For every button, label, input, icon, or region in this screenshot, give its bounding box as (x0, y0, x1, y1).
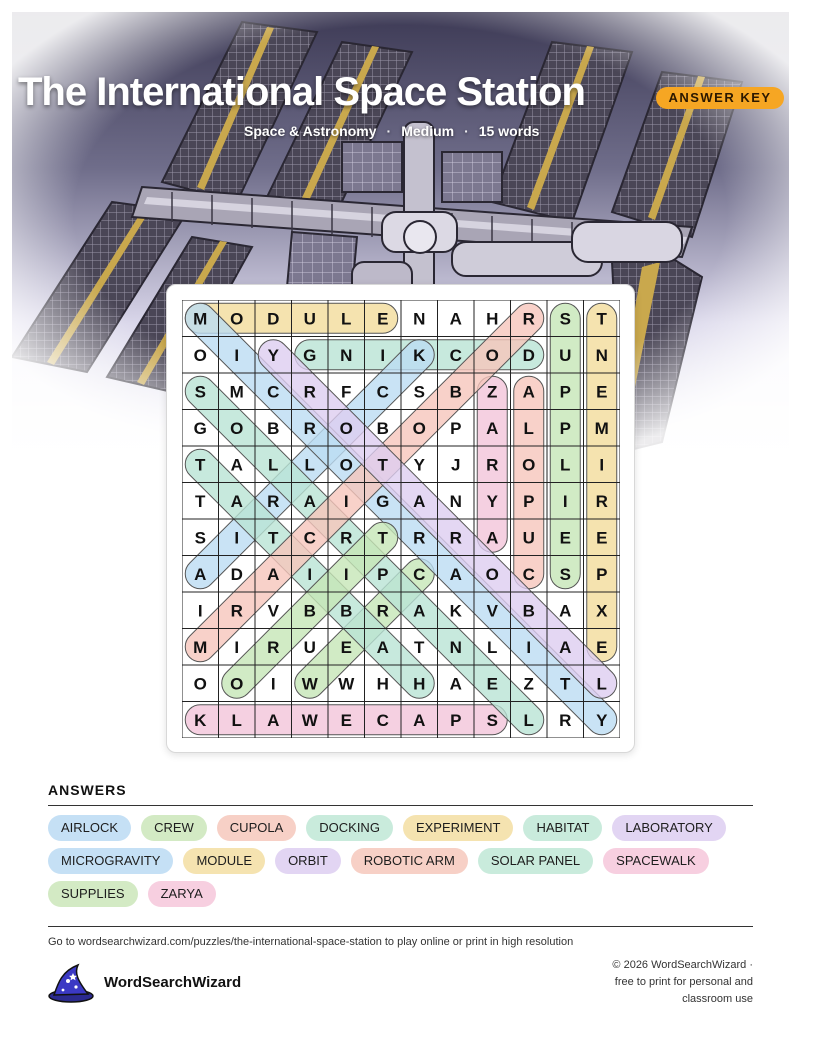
answer-chip: LABORATORY (612, 815, 725, 841)
difficulty-label: Medium (401, 123, 455, 139)
grid-letter: A (267, 710, 280, 730)
answer-chip: CREW (141, 815, 207, 841)
grid-letter: C (413, 564, 426, 584)
word-count-label: 15 words (478, 123, 540, 139)
grid-letter: W (301, 674, 318, 694)
grid-letter: V (486, 601, 498, 621)
grid-letter: E (340, 637, 352, 657)
grid-letter: G (303, 345, 317, 365)
grid-letter: Y (267, 345, 279, 365)
grid-letter: P (596, 564, 608, 584)
copyright-line: © 2026 WordSearchWizard · (612, 959, 753, 971)
grid-letter: R (559, 710, 572, 730)
grid-letter: N (413, 309, 426, 329)
grid-letter: M (229, 382, 244, 402)
grid-letter: E (596, 382, 608, 402)
grid-letter: S (194, 528, 206, 548)
grid-letter: Z (487, 382, 498, 402)
answer-chip: AIRLOCK (48, 815, 131, 841)
grid-letter: Z (523, 674, 534, 694)
copyright-line: classroom use (682, 993, 753, 1005)
grid-letter: C (449, 345, 462, 365)
answer-chip: HABITAT (523, 815, 602, 841)
category-label: Space & Astronomy (244, 123, 377, 139)
grid-letter: P (377, 564, 389, 584)
grid-letter: U (303, 637, 316, 657)
grid-letter: J (451, 455, 461, 475)
grid-letter: C (267, 382, 280, 402)
answer-chip: DOCKING (306, 815, 393, 841)
grid-letter: T (414, 637, 425, 657)
grid-letter: A (486, 528, 499, 548)
grid-letter: I (562, 491, 568, 511)
grid-letter: F (341, 382, 352, 402)
grid-letter: Y (486, 491, 498, 511)
answer-chip: ZARYA (148, 881, 216, 907)
grid-letter: R (486, 455, 499, 475)
grid-letter: I (234, 528, 240, 548)
grid-letter: C (376, 710, 389, 730)
grid-letter: O (339, 455, 353, 475)
grid-letter: C (376, 382, 389, 402)
grid-letter: M (193, 309, 208, 329)
play-online-note: Go to wordsearchwizard.com/puzzles/the-international-space-station to play online or print in high resolution (48, 936, 574, 948)
grid-letter: N (449, 491, 462, 511)
grid-letter: O (230, 309, 244, 329)
grid-letter: R (595, 491, 608, 511)
answer-chip: ORBIT (275, 848, 341, 874)
grid-letter: T (596, 309, 607, 329)
grid-letter: S (559, 564, 571, 584)
grid-letter: U (303, 309, 316, 329)
answer-list (48, 815, 753, 907)
grid-letter: R (267, 491, 280, 511)
answers-divider (48, 805, 753, 806)
grid-letter: L (341, 309, 352, 329)
grid-letter: O (230, 418, 244, 438)
grid-letter: N (449, 637, 462, 657)
grid-letter: E (340, 710, 352, 730)
grid-letter: L (523, 710, 534, 730)
grid-letter: L (231, 710, 242, 730)
grid-letter: K (194, 710, 207, 730)
grid-letter: A (449, 564, 462, 584)
grid-letter: K (449, 601, 462, 621)
grid-letter: R (449, 528, 462, 548)
grid-letter: D (230, 564, 243, 584)
grid-letter: G (193, 418, 207, 438)
grid-letter: S (559, 309, 571, 329)
grid-letter: O (485, 345, 499, 365)
grid-letter: R (413, 528, 426, 548)
grid-letter: B (267, 418, 280, 438)
grid-letter: A (522, 382, 535, 402)
answer-chip: SUPPLIES (48, 881, 138, 907)
grid-letter: I (343, 564, 349, 584)
grid-letter: A (376, 637, 389, 657)
grid-letter: N (340, 345, 353, 365)
grid-letter: E (596, 637, 608, 657)
grid-letter: B (449, 382, 462, 402)
wizard-hat-icon (48, 963, 94, 1003)
grid-letter: E (559, 528, 571, 548)
grid-letter: A (413, 491, 426, 511)
grid-letter: A (449, 674, 462, 694)
grid-letter: A (413, 601, 426, 621)
grid-letter: P (450, 418, 462, 438)
grid-letter: E (596, 528, 608, 548)
copyright-note (560, 957, 753, 1008)
grid-letter: U (559, 345, 572, 365)
grid-letter: H (486, 309, 499, 329)
grid-letter: W (338, 674, 355, 694)
grid-letter: A (413, 710, 426, 730)
grid-letter: E (377, 309, 389, 329)
grid-letter: T (560, 674, 571, 694)
grid-letter: N (595, 345, 608, 365)
grid-letter: P (523, 491, 535, 511)
grid-letter: T (377, 455, 388, 475)
grid-letter: L (487, 637, 498, 657)
grid-letter: T (195, 455, 206, 475)
grid-letter: P (559, 382, 571, 402)
meta-separator: · (386, 123, 392, 139)
grid-letter: K (413, 345, 426, 365)
grid-letter: L (560, 455, 571, 475)
grid-letter: A (559, 637, 572, 657)
grid-letter: T (268, 528, 279, 548)
grid-letter: A (559, 601, 572, 621)
answer-chip: EXPERIMENT (403, 815, 514, 841)
answer-chip: CUPOLA (217, 815, 296, 841)
grid-letter: I (343, 491, 349, 511)
grid-letter: T (195, 491, 206, 511)
grid-letter: O (193, 345, 207, 365)
grid-letter: R (340, 528, 353, 548)
grid-letter: A (230, 491, 243, 511)
answer-key-badge: ANSWER KEY (656, 87, 784, 109)
grid-letter: U (522, 528, 535, 548)
grid-letter: B (340, 601, 353, 621)
grid-letter: I (380, 345, 386, 365)
grid-letter: D (267, 309, 280, 329)
grid-letter: I (234, 637, 240, 657)
grid-letter: R (267, 637, 280, 657)
grid-letter: O (193, 674, 207, 694)
grid-letter: M (594, 418, 609, 438)
grid-letter: M (193, 637, 208, 657)
grid-letter: B (303, 601, 316, 621)
grid-letter: O (485, 564, 499, 584)
grid-letter: A (449, 309, 462, 329)
grid-letter: S (413, 382, 425, 402)
grid-letter: H (413, 674, 426, 694)
grid-letter: B (522, 601, 535, 621)
meta-separator: · (464, 123, 469, 139)
page-title: The International Space Station (18, 70, 585, 114)
copyright-line: free to print for personal and (614, 976, 753, 988)
grid-letter: C (522, 564, 535, 584)
grid-letter: R (522, 309, 535, 329)
grid-letter: I (270, 674, 276, 694)
grid-letter: L (523, 418, 534, 438)
grid-letter: B (376, 418, 389, 438)
grid-letter: I (197, 601, 203, 621)
puzzle-meta (244, 123, 539, 139)
grid-letter: D (522, 345, 535, 365)
answer-chip: SOLAR PANEL (478, 848, 593, 874)
brand-name: WordSearchWizard (104, 974, 242, 991)
grid-letter: S (486, 710, 498, 730)
answer-chip: ROBOTIC ARM (351, 848, 468, 874)
grid-letter: R (303, 382, 316, 402)
answers-heading: ANSWERS (48, 782, 127, 798)
grid-letter: A (194, 564, 207, 584)
grid-letter: I (234, 345, 240, 365)
grid-letter: V (267, 601, 279, 621)
grid-letter: A (303, 491, 316, 511)
grid-letter: I (599, 455, 605, 475)
grid-letter: L (596, 674, 607, 694)
grid-letter: Y (596, 710, 608, 730)
grid-letter: I (526, 637, 532, 657)
answer-chip: MICROGRAVITY (48, 848, 173, 874)
grid-letter: O (339, 418, 353, 438)
grid-letter: S (194, 382, 206, 402)
grid-letter: Y (413, 455, 425, 475)
grid-letter: X (596, 601, 608, 621)
grid-letter: E (486, 674, 498, 694)
grid-letter: G (376, 491, 390, 511)
grid-letter: A (486, 418, 499, 438)
answer-chip: MODULE (183, 848, 265, 874)
footer-divider (48, 926, 753, 927)
grid-letter: C (303, 528, 316, 548)
grid-letter: R (230, 601, 243, 621)
grid-letter: R (376, 601, 389, 621)
grid-letter: A (230, 455, 243, 475)
grid-letter: O (412, 418, 426, 438)
grid-letter: I (307, 564, 313, 584)
grid-letter: A (267, 564, 280, 584)
grid-letter: O (522, 455, 536, 475)
answer-chip: SPACEWALK (603, 848, 708, 874)
grid-letter: R (303, 418, 316, 438)
grid-letter: H (376, 674, 389, 694)
grid-letter: W (301, 710, 318, 730)
grid-letter: L (268, 455, 279, 475)
grid-letter: T (377, 528, 388, 548)
grid-letter: O (230, 674, 244, 694)
puzzle-card (166, 284, 635, 753)
grid-letter: P (559, 418, 571, 438)
grid-letter: L (304, 455, 315, 475)
grid-letter: P (450, 710, 462, 730)
word-search-grid (182, 300, 620, 738)
